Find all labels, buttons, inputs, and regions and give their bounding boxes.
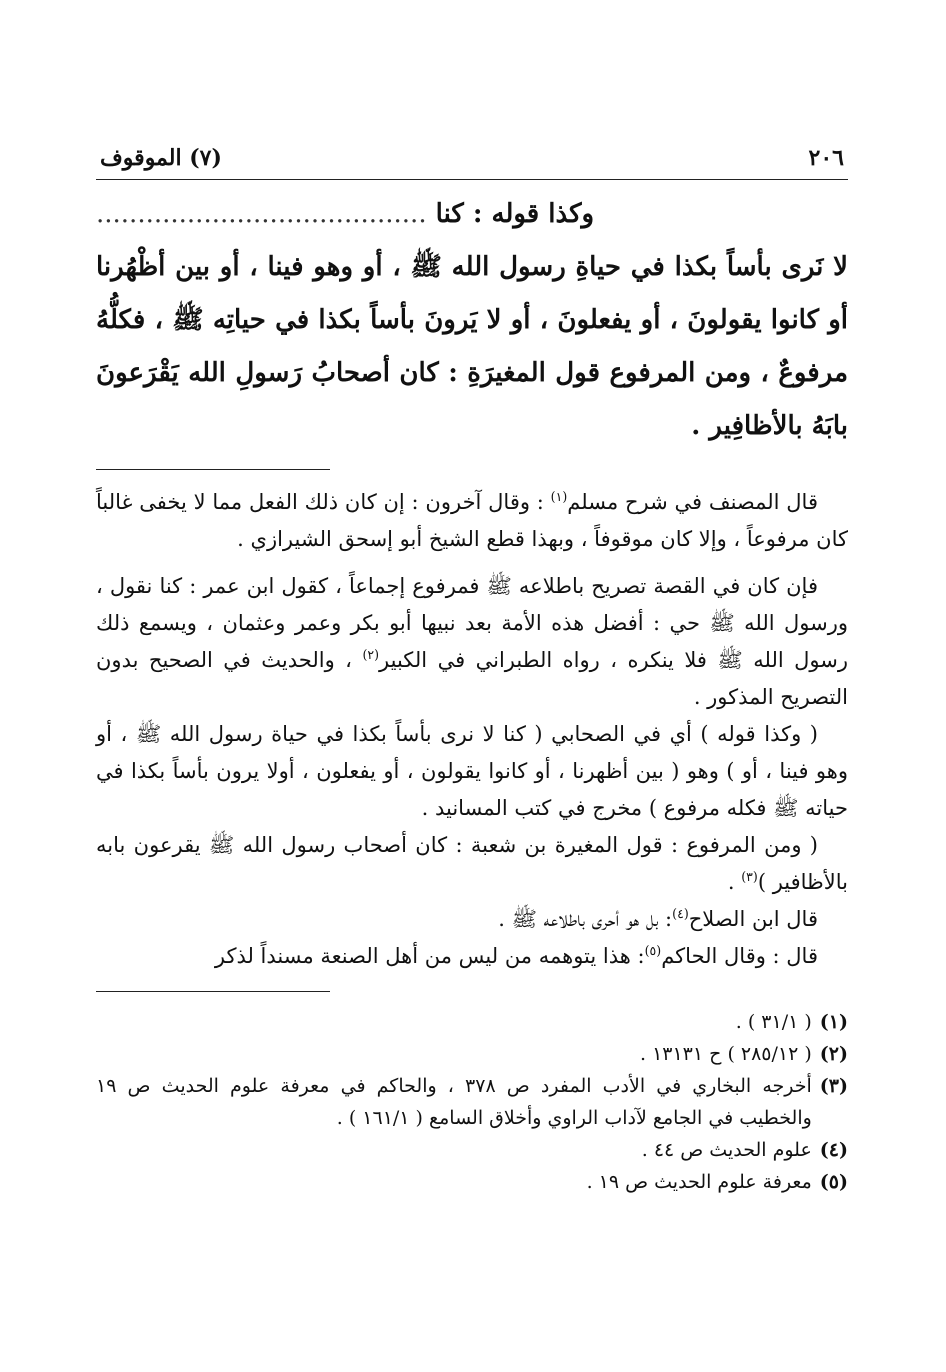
dotted-leader: ........................................ bbox=[96, 199, 427, 229]
footnote-number: (٣) bbox=[819, 1075, 848, 1097]
footnote-3 bbox=[96, 1070, 848, 1134]
footnote-text: أخرجه البخاري في الأدب المفرد ص ٣٧٨ ، والحاكم في معرفة علوم الحديث ص ١٩ والخطيب في الجامع لآداب الراوي وأخلاق السامع ( ١٦١/١ ) . bbox=[96, 1075, 812, 1129]
commentary-text: قال : وقال الحاكم bbox=[661, 944, 818, 968]
running-header bbox=[96, 145, 848, 180]
footnote-text: معرفة علوم الحديث ص ١٩ . bbox=[586, 1171, 812, 1193]
page-number: ٢٠٦ bbox=[808, 145, 844, 171]
commentary-text: : هذا يتوهمه من ليس من أهل الصنعة مسنداً لذكر bbox=[214, 944, 645, 968]
footnote-ref-3: (٣) bbox=[741, 869, 758, 884]
main-text-quote-start: وكذا قوله : كنا bbox=[435, 199, 595, 229]
footnote-4 bbox=[96, 1134, 848, 1166]
footnote-5 bbox=[96, 1166, 848, 1198]
commentary-text: قال المصنف في شرح مسلم bbox=[567, 490, 818, 514]
footnotes bbox=[96, 1006, 848, 1198]
footnote-ref-2: (٢) bbox=[362, 647, 380, 662]
commentary-paragraph-6 bbox=[96, 938, 848, 975]
commentary-text: : بل هو أحرى باطلاعه ﷺ . bbox=[498, 907, 673, 931]
footnote-number: (٥) bbox=[819, 1171, 848, 1193]
main-text bbox=[96, 188, 848, 453]
commentary-text: قال ابن الصلاح bbox=[688, 907, 818, 931]
commentary-paragraph-3: ( وكذا قوله ) أي في الصحابي ( كنا لا نرى بأساً بكذا في حياة رسول الله ﷺ ، أو وهو فينا ، أو ) وهو ( بين أظهرنا ، أو كانوا يقولون ، أو يفعلون ، أولا يرون بأساً بكذا في حياته ﷺ فكله مرفوع ) مخرج في كتب المسانيد . bbox=[96, 722, 848, 820]
footnote-number: (١) bbox=[819, 1011, 848, 1033]
commentary-paragraph-4 bbox=[96, 827, 848, 901]
footnote-ref-4: (٤) bbox=[672, 906, 689, 921]
footnote-text: ( ٢٨٥/١٢ ) ح ١٣١٣١ . bbox=[639, 1043, 812, 1065]
footnote-text: علوم الحديث ص ٤٤ . bbox=[641, 1139, 812, 1161]
footnote-1 bbox=[96, 1006, 848, 1038]
book-page bbox=[96, 145, 848, 1198]
commentary-text: . bbox=[727, 870, 742, 894]
main-text-body: لا نَرى بأساً بكذا في حياةِ رسول الله ﷺ ، أو وهو فينا ، أو بين أظْهُرنا أو كانوا يقولونَ ، أو يفعلونَ ، أو لا يَرونَ بأساً بكذا في حياتِه ﷺ ، فكلُّهُ مرفوعٌ ، ومن المرفوع قول المغيرَةِ : كان أصحابُ رَسولِ الله يَقْرَعونَ بابَهُ بالأظافِير . bbox=[96, 252, 848, 441]
commentary-text: فإن كان في القصة تصريح باطلاعه ﷺ فمرفوع إجماعاً ، كقول ابن عمر : كنا نقول ، ورسول الله ﷺ حي : أفضل هذه الأمة بعد نبيها أبو بكر وعمر وعثمان ، ويسمع ذلك رسول الله ﷺ فلا ينكره ، رواه الطبراني في الكبير bbox=[96, 574, 849, 672]
commentary-text: : وقال آخرون : إن كان ذلك الفعل مما لا يخفى غالباً كان مرفوعاً ، وإلا كان موقوفاً ، وبهذا قطع الشيخ أبو إسحق الشيرازي . bbox=[96, 490, 848, 551]
commentary-text: ( ومن المرفوع : قول المغيرة بن شعبة : كان أصحاب رسول الله ﷺ يقرعون بابه بالأظافير ) bbox=[96, 833, 848, 894]
commentary-text: ، والحديث في الصحيح بدون التصريح المذكور . bbox=[96, 648, 848, 709]
footnote-number: (٤) bbox=[819, 1139, 848, 1161]
commentary-paragraph-1 bbox=[96, 484, 848, 558]
footnote-separator bbox=[96, 991, 330, 992]
section-title: (٧) الموقوف bbox=[100, 145, 222, 171]
commentary-paragraph-2 bbox=[96, 568, 848, 716]
footnote-number: (٢) bbox=[819, 1043, 848, 1065]
footnote-text: ( ٣١/١ ) . bbox=[735, 1011, 812, 1033]
commentary bbox=[96, 484, 848, 975]
commentary-paragraph-5 bbox=[96, 901, 848, 938]
main-text-first-line bbox=[96, 188, 848, 241]
main-text-separator bbox=[96, 469, 330, 470]
footnote-ref-5: (٥) bbox=[644, 943, 662, 958]
footnote-2 bbox=[96, 1038, 848, 1070]
footnote-ref-1: (١) bbox=[550, 489, 568, 504]
